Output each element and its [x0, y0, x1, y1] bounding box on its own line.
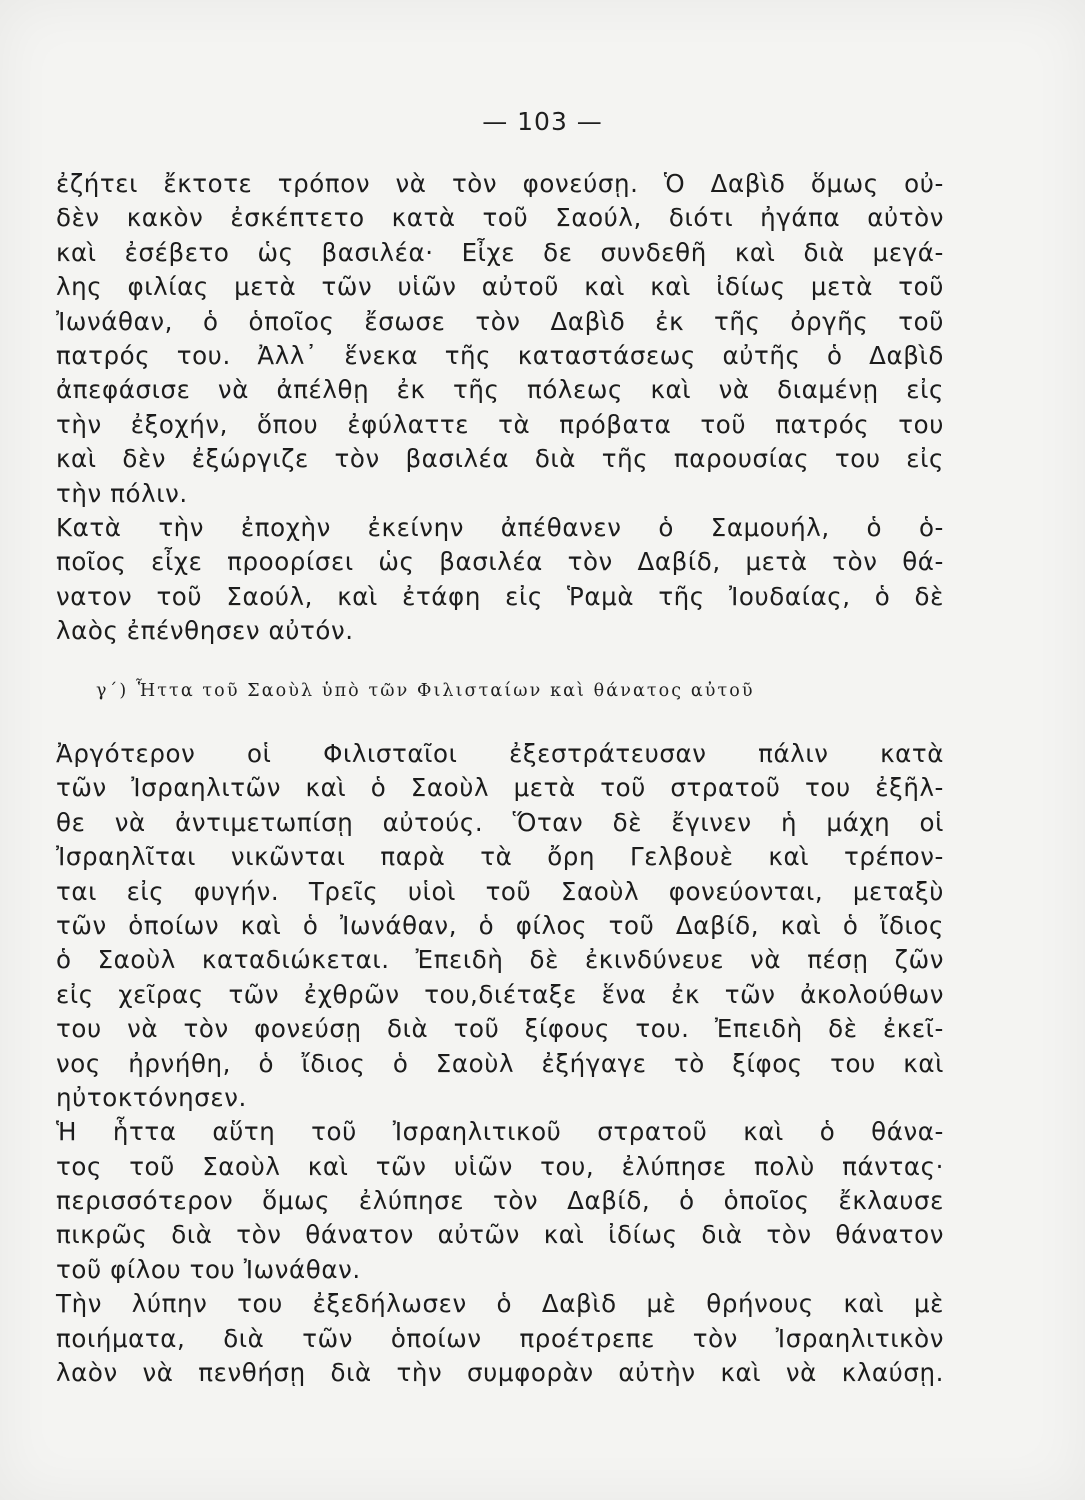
text-line: περισσότερον ὅμως ἐλύπησε τὸν Δαβίδ, ὁ ὁποῖος ἔκλαυσε	[56, 1186, 944, 1216]
text-line: νατον τοῦ Σαούλ, καὶ ἐτάφη εἰς Ῥαμὰ τῆς Ἰουδαίας, ὁ δὲ	[56, 581, 944, 611]
text-line: Ἡ ἧττα αὕτη τοῦ Ἰσραηλιτικοῦ στρατοῦ καὶ ὁ θάνα-	[56, 1117, 944, 1147]
text-line: ται εἰς φυγήν. Τρεῖς υἱοὶ τοῦ Σαοὺλ φονεύονται, μεταξὺ	[56, 876, 944, 906]
text-line: τῶν Ἰσραηλιτῶν καὶ ὁ Σαοὺλ μετὰ τοῦ στρατοῦ του ἐξῆλ-	[56, 773, 944, 803]
text-line: ποῖος εἶχε προορίσει ὡς βασιλέα τὸν Δαβίδ, μετὰ τὸν θά-	[56, 547, 944, 577]
text-line: εἰς χεῖρας τῶν ἐχθρῶν του,διέταξε ἕνα ἐκ τῶν ἀκολούθων	[56, 979, 944, 1009]
text-line: πατρός του. Ἀλλ᾿ ἕνεκα τῆς καταστάσεως αὐτῆς ὁ Δαβὶδ	[56, 340, 944, 370]
section-a-text	[56, 167, 944, 648]
text-line: καὶ ἐσέβετο ὡς βασιλέα· Εἶχε δε συνδεθῆ καὶ διὰ μεγά-	[56, 237, 944, 267]
text-line: ὁ Σαοὺλ καταδιώκεται. Ἐπειδὴ δὲ ἐκινδύνευε νὰ πέσῃ ζῶν	[56, 945, 944, 975]
text-line: Ἀργότερον οἱ Φιλισταῖοι ἐξεστράτευσαν πάλιν κατὰ	[56, 739, 944, 768]
page-number: — 103 —	[482, 107, 603, 136]
section-b-text	[56, 737, 944, 1390]
text-line: τὴν πόλιν.	[56, 478, 188, 508]
text-line: λης φιλίας μετὰ τῶν υἱῶν αὐτοῦ καὶ καὶ ἰδίως μετὰ τοῦ	[56, 272, 944, 302]
text-line: τος τοῦ Σαοὺλ καὶ τῶν υἱῶν του, ἐλύπησε πολὺ πάντας·	[56, 1151, 944, 1181]
text-line: τοῦ φίλου του Ἰωνάθαν.	[56, 1254, 361, 1284]
text-line: λαὸν νὰ πενθήσῃ διὰ τὴν συμφορὰν αὐτὴν καὶ νὰ κλαύσῃ.	[56, 1358, 944, 1388]
text-line: Ἰσραηλῖται νικῶνται παρὰ τὰ ὄρη Γελβουὲ καὶ τρέπον-	[56, 842, 944, 872]
text-line: λαὸς ἐπένθησεν αὐτόν.	[56, 616, 354, 646]
text-line: ηὐτοκτόνησεν.	[56, 1082, 247, 1112]
section-heading: γ΄) Ἧττα τοῦ Σαοὺλ ὑπὸ τῶν Φιλισταίων καὶ θάνατος αὐτοῦ	[96, 681, 755, 701]
text-line: Ἰωνάθαν, ὁ ὁποῖος ἔσωσε τὸν Δαβὶδ ἐκ τῆς ὀργῆς τοῦ	[56, 306, 944, 336]
text-line: δὲν κακὸν ἐσκέπτετο κατὰ τοῦ Σαούλ, διότι ἠγάπα αὐτὸν	[56, 203, 944, 233]
text-line: καὶ δὲν ἐξώργιζε τὸν βασιλέα διὰ τῆς παρουσίας του εἰς	[56, 444, 944, 474]
text-line: του νὰ τὸν φονεύσῃ διὰ τοῦ ξίφους του. Ἐπειδὴ δὲ ἐκεῖ-	[56, 1014, 944, 1044]
text-line: νος ἠρνήθη, ὁ ἴδιος ὁ Σαοὺλ ἐξήγαγε τὸ ξίφος του καὶ	[56, 1048, 944, 1078]
text-line: πικρῶς διὰ τὸν θάνατον αὐτῶν καὶ ἰδίως διὰ τὸν θάνατον	[56, 1220, 944, 1250]
text-line: θε νὰ ἀντιμετωπίσῃ αὐτούς. Ὅταν δὲ ἔγινεν ἡ μάχη οἱ	[56, 807, 944, 837]
text-line: Κατὰ τὴν ἐποχὴν ἐκείνην ἀπέθανεν ὁ Σαμουήλ, ὁ ὁ-	[56, 512, 944, 542]
text-line: Τὴν λύπην του ἐξεδήλωσεν ὁ Δαβὶδ μὲ θρήνους καὶ μὲ	[56, 1289, 944, 1319]
text-line: ποιήματα, διὰ τῶν ὁποίων προέτρεπε τὸν Ἰσραηλιτικὸν	[56, 1323, 944, 1353]
text-line: ἀπεφάσισε νὰ ἀπέλθῃ ἐκ τῆς πόλεως καὶ νὰ διαμένῃ εἰς	[56, 375, 944, 405]
text-line: τὴν ἐξοχήν, ὅπου ἐφύλαττε τὰ πρόβατα τοῦ πατρός του	[56, 409, 944, 439]
text-line: ἐζήτει ἔκτοτε τρόπον νὰ τὸν φονεύσῃ. Ὁ Δαβὶδ ὅμως οὐ-	[56, 169, 944, 198]
text-line: τῶν ὁποίων καὶ ὁ Ἰωνάθαν, ὁ φίλος τοῦ Δαβίδ, καὶ ὁ ἴδιος	[56, 910, 944, 940]
